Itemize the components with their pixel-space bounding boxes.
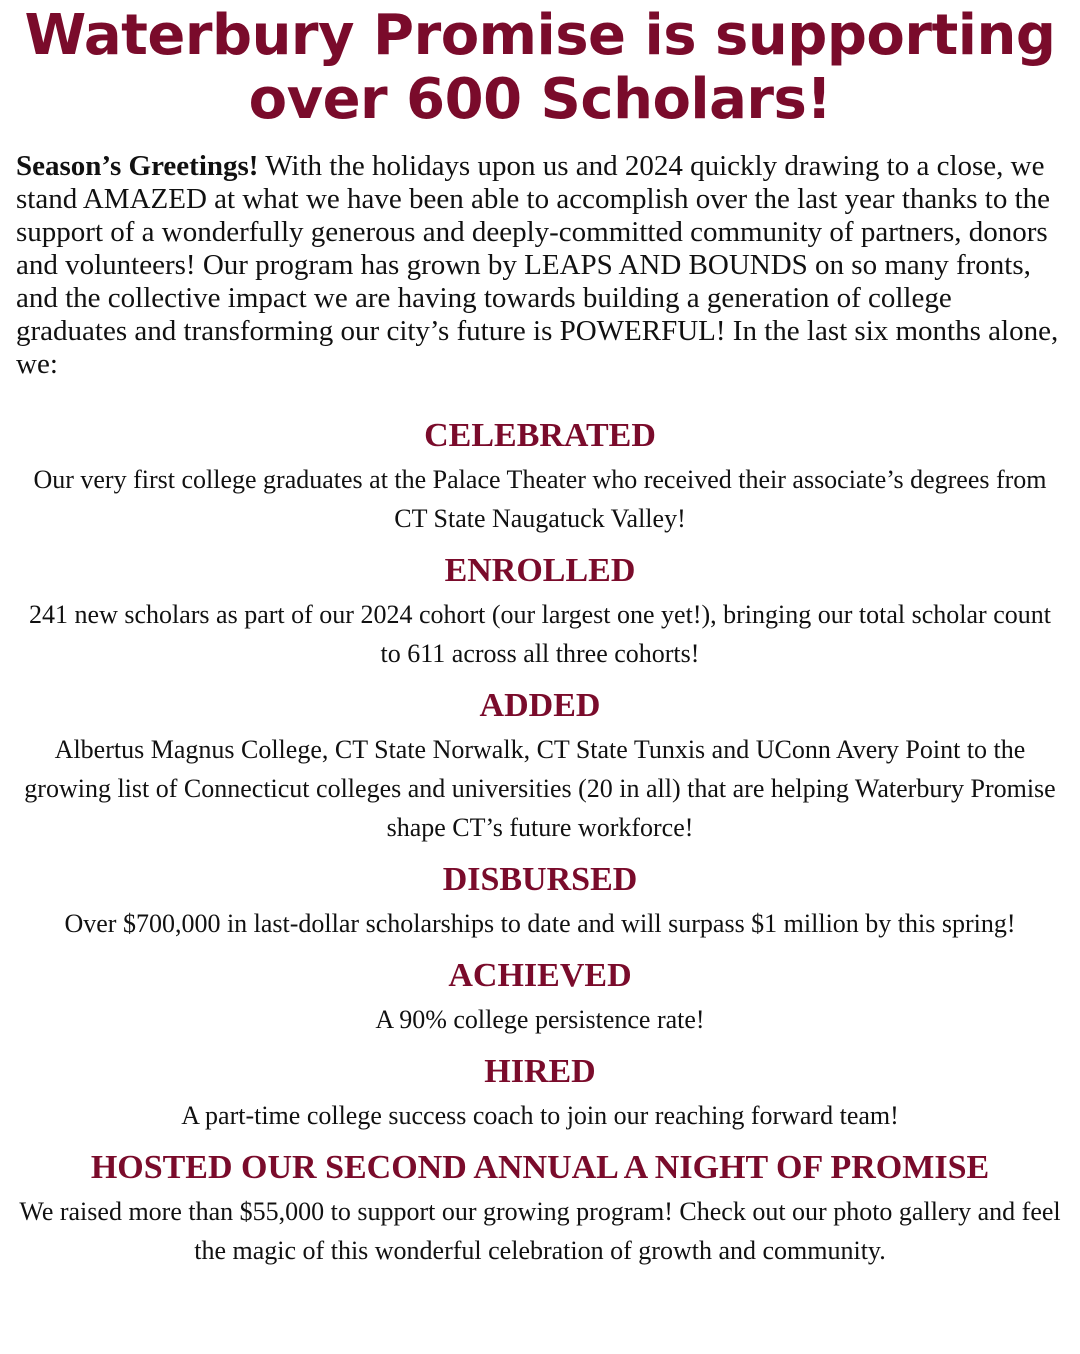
page-title: Waterbury Promise is supporting over 600 Scholars! bbox=[24, 3, 1056, 132]
section-heading: CELEBRATED bbox=[424, 417, 656, 454]
section-added bbox=[16, 685, 1064, 847]
section-hosted bbox=[16, 1147, 1064, 1270]
section-heading: ACHIEVED bbox=[448, 957, 632, 994]
intro-lead: Season’s Greetings! bbox=[16, 150, 259, 182]
section-achieved bbox=[16, 955, 1064, 1039]
section-disbursed bbox=[16, 859, 1064, 943]
newsletter-page bbox=[0, 4, 1080, 1354]
intro-paragraph bbox=[16, 150, 1064, 381]
section-body: Over $700,000 in last-dollar scholarships to date and will surpass $1 million by this spring! bbox=[64, 909, 1016, 938]
section-body: A part-time college success coach to join our reaching forward team! bbox=[181, 1101, 899, 1130]
section-heading: ENROLLED bbox=[444, 552, 636, 589]
section-body: 241 new scholars as part of our 2024 cohort (our largest one yet!), bringing our total scholar count to 611 across all three cohorts! bbox=[29, 600, 1051, 668]
accomplishments-list bbox=[16, 415, 1064, 1270]
section-heading: HOSTED OUR SECOND ANNUAL A NIGHT OF PROMISE bbox=[90, 1149, 990, 1186]
section-body: Our very first college graduates at the Palace Theater who received their associate’s degrees from CT State Naugatuck Valley! bbox=[33, 465, 1047, 533]
section-enrolled bbox=[16, 550, 1064, 673]
intro-text: With the holidays upon us and 2024 quickly drawing to a close, we stand AMAZED at what we have been able to accomplish over the last year thanks to the support of a wonderfully generous and deeply-committed community of partners, donors and volunteers! Our program has grown by LEAPS AND BOUNDS on so many fronts, and the collective impact we are having towards building a generation of college graduates and transforming our city’s future is POWERFUL! In the last six months alone, we: bbox=[16, 150, 1059, 380]
section-heading: ADDED bbox=[479, 687, 601, 724]
section-body: We raised more than $55,000 to support our growing program! Check out our photo gallery and feel the magic of this wonderful celebration of growth and community. bbox=[19, 1197, 1061, 1265]
section-hired bbox=[16, 1051, 1064, 1135]
section-heading: DISBURSED bbox=[442, 861, 638, 898]
section-body: A 90% college persistence rate! bbox=[375, 1005, 705, 1034]
section-body: Albertus Magnus College, CT State Norwalk, CT State Tunxis and UConn Avery Point to the growing list of Connecticut colleges and universities (20 in all) that are helping Waterbury Promise shape CT’s future workforce! bbox=[24, 735, 1056, 842]
section-heading: HIRED bbox=[484, 1053, 596, 1090]
section-celebrated bbox=[16, 415, 1064, 538]
